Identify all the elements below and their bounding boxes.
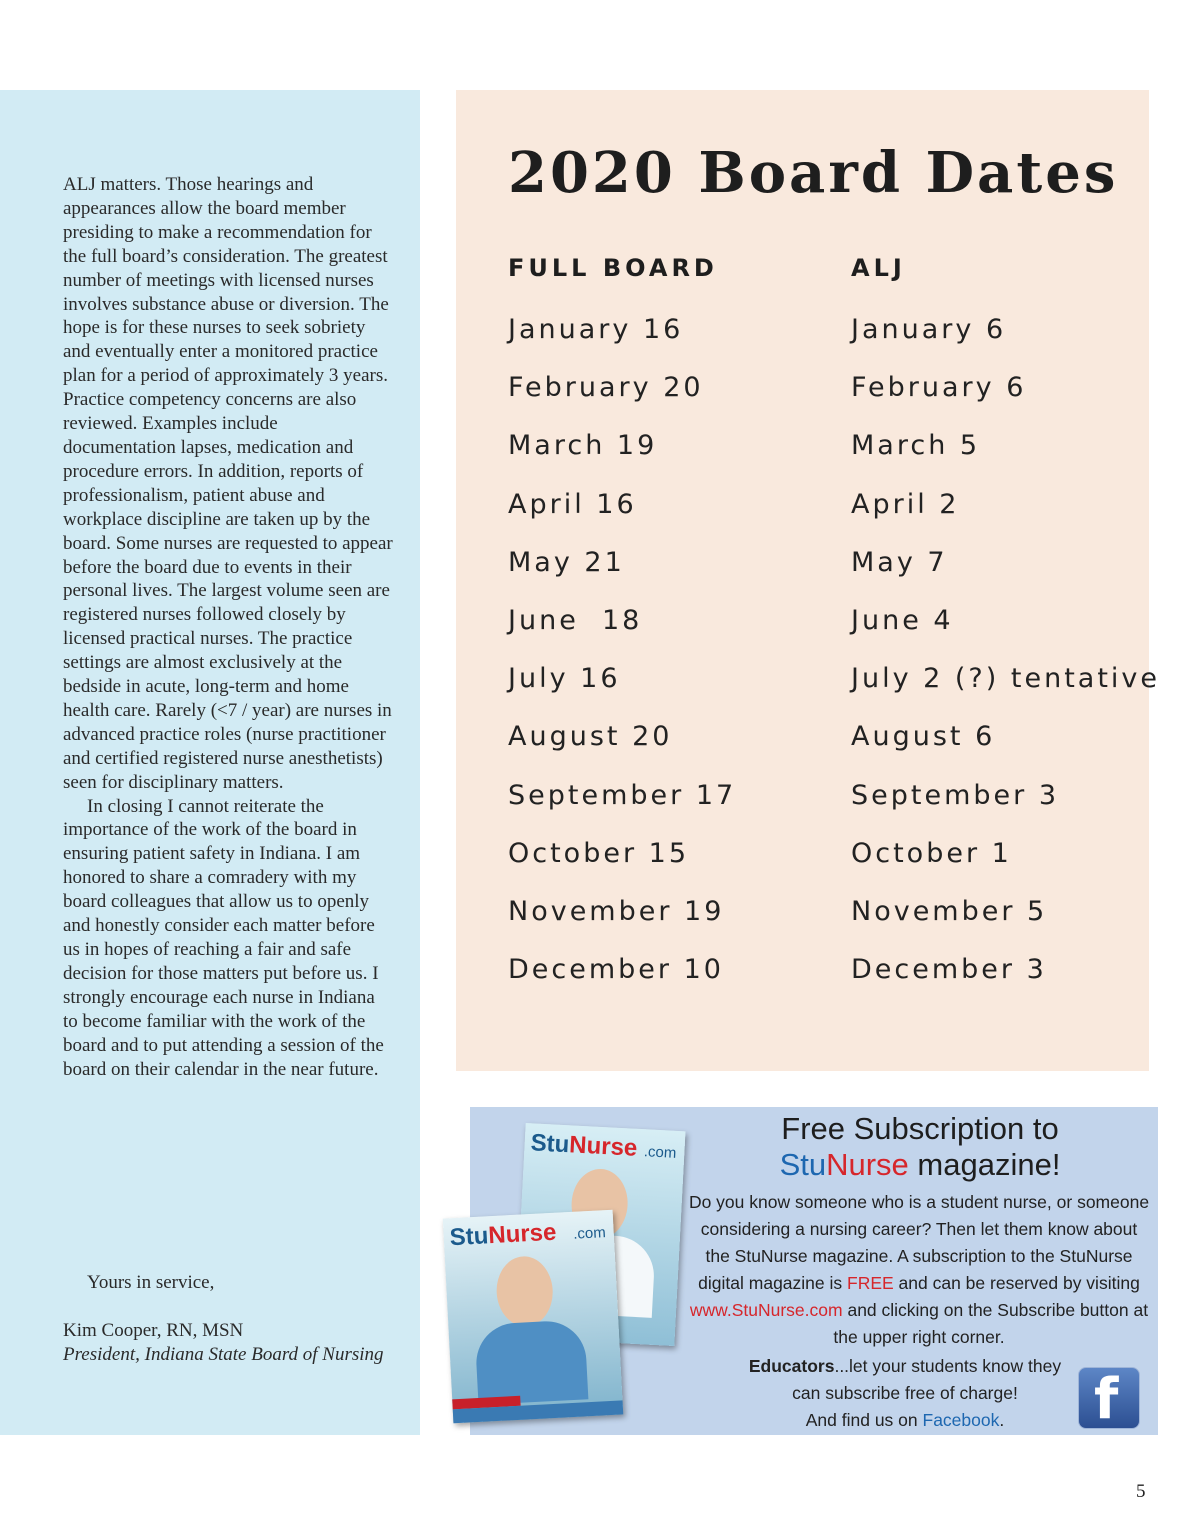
full-board-date: December 10 [508,954,724,986]
magazine-dotcom: .com [572,1224,607,1243]
full-board-date-list [508,310,736,1008]
letter-paragraph-2: In closing I cannot reiterate the importance of the work of the board in ensuring patient safety in Indiana. I am honored to share a comradery with my board colleagues that allow us to openly and honestly consider each matter before us in hopes of reaching a fair and safe decision for those matters put before us. I strongly encourage each nurse in Indiana to become familiar with the work of the board and to put attending a session of the board on their calendar in the near future. [63,795,384,1080]
board-dates-panel [456,90,1160,1071]
full-board-date: September 17 [508,779,737,811]
promo-body: Do you know someone who is a student nurse, or someone considering a nursing career? Then let them know about the StuNurse magazine. A subscription to the StuNurse digital magazine is FREE and can be reserved by visiting www.StuNurse.com and clicking on the Subscribe button at the upper right corner. [688,1192,1150,1347]
alj-date: January 6 [851,314,1007,345]
full-board-header: FULL BOARD [508,254,718,282]
promo-title: Free Subscription to StuNurse magazine! [779,1111,1061,1182]
facebook-icon[interactable]: f [1078,1367,1140,1429]
full-board-date: February 20 [508,372,704,404]
full-board-date: October 15 [508,837,689,869]
full-board-date: March 19 [508,430,658,462]
educators-note: Educators...let your students know they can subscribe free of charge! And find us on Facebook. [748,1356,1062,1430]
alj-date: April 2 [851,488,960,520]
alj-date: September 3 [851,779,1059,811]
full-board-date: July 16 [508,663,621,695]
letter-paragraph-1: ALJ matters. Those hearings and appearances allow the board member presiding to make a recommendation for the full board’s consideration. The greatest number of meetings with licensed nurses involves substance abuse or diversion. The hope is for these nurses to seek sobriety and eventually enter a monitored practice plan for a period of approximately 3 years. Practice competency concerns are also reviewed. Examples include documentation lapses, medication and procedure errors. In addition, reports of professionalism, patient abuse and workplace discipline are taken up by the board. Some nurses are requested to appear before the board due to events in their personal lives. The largest volume seen are registered nurses followed closely by licensed practical nurses. The practice settings are almost exclusively at the bedside in acute, long-term and home health care. Rarely (<7 / year) are nurses in advanced practice roles (nurse practitioner and certified registered nurse anesthetists) seen for disciplinary matters. [63,174,393,793]
full-board-date: January 16 [508,314,684,345]
alj-date: October 1 [851,837,1012,869]
alj-date: July 2 (?) tentative [851,663,1160,695]
alj-date: December 3 [851,954,1047,986]
president-letter [63,173,393,1081]
magazine-cover-front [443,1210,623,1424]
brand-stu: Stu [779,1147,827,1182]
alj-date: August 6 [851,721,996,753]
free-highlight: FREE [847,1273,894,1293]
alj-date: February 6 [851,372,1027,404]
alj-date: May 7 [851,546,948,578]
alj-date: March 5 [851,430,981,462]
salutation: Yours in service, [87,1272,215,1293]
full-board-date: November 19 [508,895,725,927]
cover-model-face [495,1255,555,1328]
signature-name: Kim Cooper, RN, MSN [63,1320,244,1341]
full-board-date: April 16 [508,488,637,520]
board-dates-title: 2020 Board Dates [508,140,1119,206]
magazine-logo: StuNurse [449,1218,558,1252]
brand-nurse: Nurse [826,1147,909,1182]
magazine-dotcom: .com [643,1143,677,1162]
stunurse-subscription-ad [449,1107,1158,1435]
full-board-date: June 18 [508,604,643,636]
signature-role: President, Indiana State Board of Nursing [63,1344,384,1365]
page-number: 5 [1136,1481,1146,1502]
full-board-date: May 21 [508,546,625,578]
alj-date: November 5 [851,895,1048,927]
alj-date-list [851,310,1160,1008]
magazine-logo: StuNurse [530,1129,638,1162]
alj-header: ALJ [851,254,906,282]
full-board-date: August 20 [508,721,673,753]
stunurse-link[interactable]: www.StuNurse.com [689,1300,843,1320]
letter-closing [63,1271,393,1367]
cover-model-scrubs [474,1319,588,1405]
facebook-link[interactable]: Facebook [922,1410,1000,1430]
alj-date: June 4 [851,604,954,636]
